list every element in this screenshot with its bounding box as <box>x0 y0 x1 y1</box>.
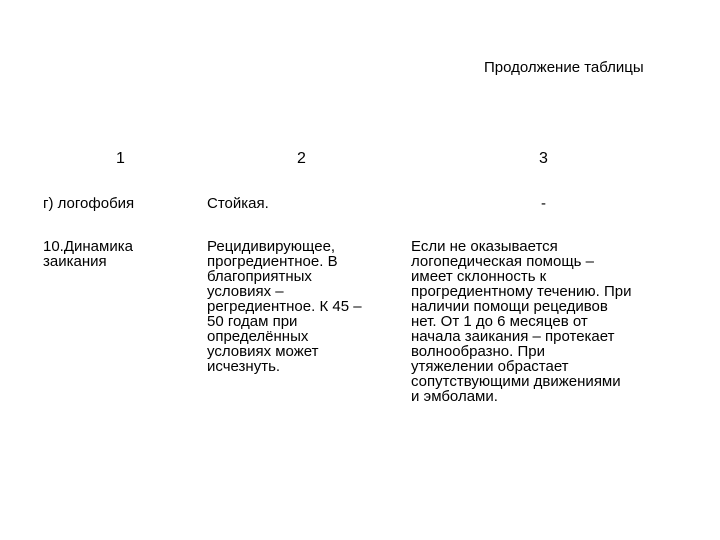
text-line: имеет склонность к <box>411 268 547 285</box>
text-line: определённых <box>207 328 309 345</box>
row-2-col-2 <box>207 239 402 374</box>
table-header-1: 1 <box>116 150 125 167</box>
text-line: сопутствующими движениями <box>411 373 621 390</box>
text-line: прогредиентное. В <box>207 253 338 270</box>
text-line: условиях – <box>207 283 284 300</box>
text-line: 50 годам при <box>207 313 298 330</box>
text-line: Если не оказывается <box>411 238 558 255</box>
text-line: регредиентное. К 45 – <box>207 298 362 315</box>
text-line: и эмболами. <box>411 388 498 405</box>
row-1-col-2 <box>207 196 402 211</box>
text-line: волнообразно. При <box>411 343 545 360</box>
text-line: Рецидивирующее, <box>207 238 336 255</box>
text-line: утяжелении обрастает <box>411 358 569 375</box>
text-line: - <box>541 195 546 212</box>
text-line: нет. От 1 до 6 месяцев от <box>411 313 588 330</box>
text-line: благоприятных <box>207 268 312 285</box>
text-line: начала заикания – протекает <box>411 328 615 345</box>
row-1-col-1 <box>43 196 193 211</box>
table-header-3: 3 <box>539 150 548 167</box>
row-2-col-3 <box>411 239 686 404</box>
text-line: наличии помощи рецедивов <box>411 298 608 315</box>
text-line: 10.Динамика <box>43 238 133 255</box>
text-line: г) логофобия <box>43 195 135 212</box>
text-line: исчезнуть. <box>207 358 281 375</box>
table-header-2: 2 <box>297 150 306 167</box>
text-line: Стойкая. <box>207 195 269 212</box>
text-line: логопедическая помощь – <box>411 253 594 270</box>
row-2-col-1 <box>43 239 193 269</box>
text-line: прогредиентному течению. При <box>411 283 632 300</box>
table-caption: Продолжение таблицы <box>484 59 644 76</box>
row-1-col-3 <box>541 196 546 211</box>
text-line: условиях может <box>207 343 319 360</box>
text-line: заикания <box>43 253 107 270</box>
